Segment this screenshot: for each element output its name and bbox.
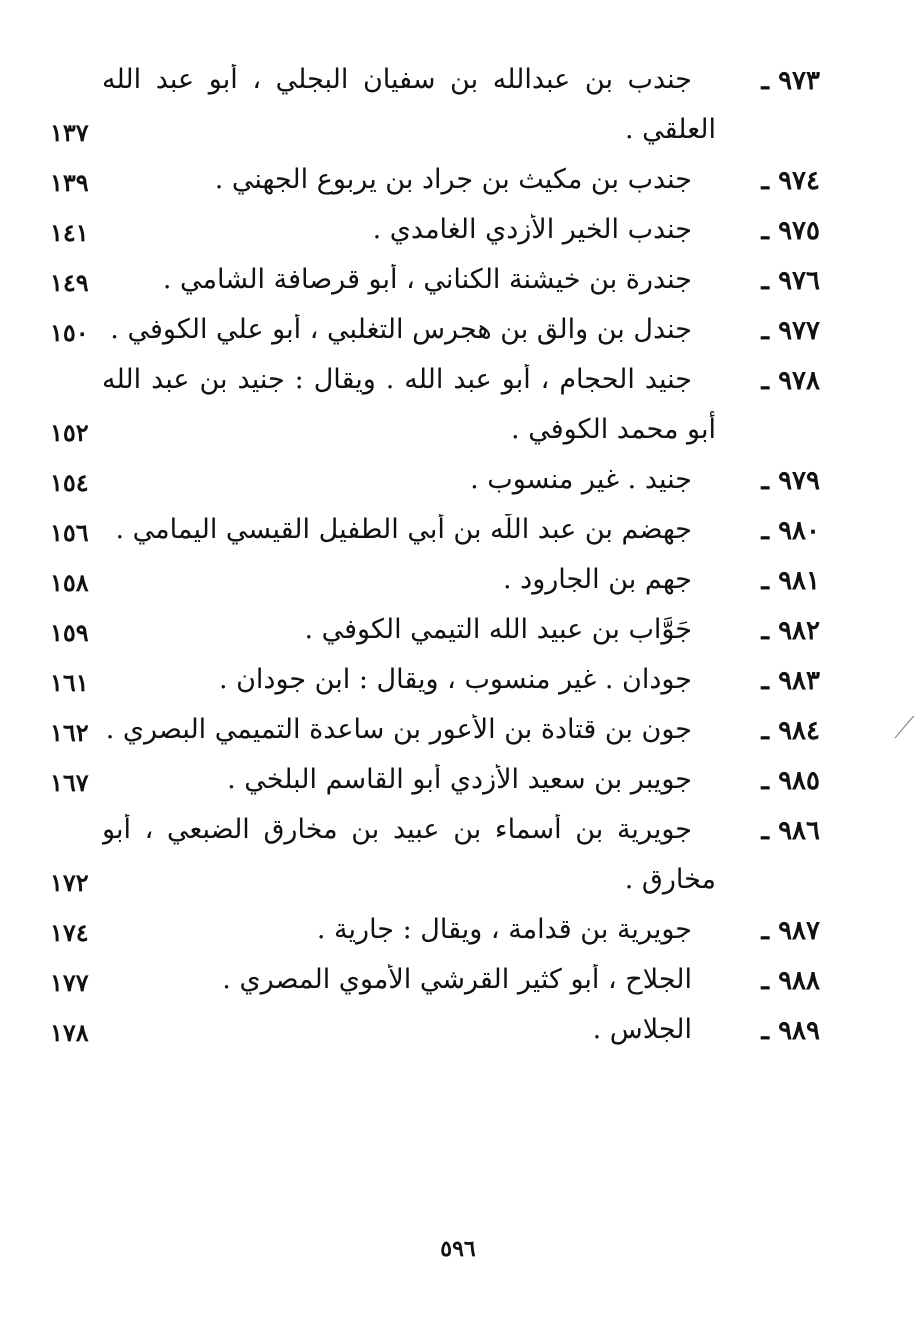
entry-page-reference: ١٥٨ [50, 568, 89, 597]
entry-first-line [50, 910, 820, 960]
index-entry [50, 560, 820, 610]
index-entry [50, 60, 820, 160]
entry-page-reference: ١٥٦ [50, 518, 89, 547]
entry-number: ٩٨٧ ـ [761, 916, 820, 946]
entry-page-reference: ١٥٩ [50, 618, 89, 647]
entry-number: ٩٧٣ ـ [761, 66, 820, 96]
index-entry [50, 760, 820, 810]
entry-title: جنيد الحجام ، أبو عبد الله . ويقال : جنيد بن عبد الله [102, 364, 692, 395]
index-entry [50, 710, 820, 760]
entry-page-reference: ١٣٩ [50, 168, 89, 197]
index-entry [50, 660, 820, 710]
entry-page-reference: ١٧٧ [50, 968, 89, 997]
entry-title-continuation: مخارق . [624, 864, 716, 895]
entry-page-reference: ١٥٠ [50, 318, 89, 347]
entry-page-reference: ١٤١ [50, 218, 89, 247]
entry-title: جندب بن عبدالله بن سفيان البجلي ، أبو عبد الله [102, 64, 692, 95]
entry-first-line [50, 160, 820, 210]
page-number: ٥٩٦ [440, 1236, 476, 1262]
entry-title: جندب بن مكيث بن جراد بن يربوع الجهني . [214, 164, 692, 195]
entry-first-line [50, 210, 820, 260]
index-entry [50, 210, 820, 260]
index-entry [50, 960, 820, 1010]
entry-title: جندب الخير الأزدي الغامدي . [372, 214, 692, 245]
entry-number: ٩٧٦ ـ [761, 266, 820, 296]
index-entry [50, 160, 820, 210]
entry-title: جهضم بن عبد اللّٰه بن أبي الطفيل القيسي اليمامي . [115, 514, 692, 545]
entry-title-continuation: أبو محمد الكوفي . [511, 414, 716, 445]
entry-number: ٩٧٤ ـ [761, 166, 820, 196]
scan-pen-mark [892, 712, 916, 742]
entry-title: جويبر بن سعيد الأزدي أبو القاسم البلخي . [227, 764, 692, 795]
entry-number: ٩٧٧ ـ [761, 316, 820, 346]
index-entry [50, 610, 820, 660]
entry-first-line [50, 710, 820, 760]
entry-number: ٩٨٦ ـ [761, 816, 820, 846]
entry-first-line [50, 360, 820, 410]
entry-number: ٩٨١ ـ [761, 566, 820, 596]
index-entry [50, 510, 820, 560]
entry-first-line [50, 810, 820, 860]
entry-number: ٩٧٥ ـ [761, 216, 820, 246]
entry-first-line [50, 960, 820, 1010]
entry-page-reference: ١٦٢ [50, 718, 89, 747]
entry-title: جنيد . غير منسوب . [470, 464, 692, 495]
entry-continuation-line [50, 110, 820, 160]
index-entry [50, 810, 820, 910]
entry-title: الجلاس . [592, 1014, 692, 1045]
entry-continuation-line [50, 410, 820, 460]
entry-number: ٩٨٥ ـ [761, 766, 820, 796]
entry-title: جندرة بن خيشنة الكناني ، أبو قرصافة الشامي . [162, 264, 692, 295]
entry-title: جودان . غير منسوب ، ويقال : ابن جودان . [218, 664, 692, 695]
entry-title: جندل بن والق بن هجرس التغلبي ، أبو علي الكوفي . [110, 314, 692, 345]
entry-page-reference: ١٦١ [50, 668, 89, 697]
entry-number: ٩٨٢ ـ [761, 616, 820, 646]
entry-number: ٩٨٩ ـ [761, 1016, 820, 1046]
entry-number: ٩٨٣ ـ [761, 666, 820, 696]
entry-page-reference: ١٦٧ [50, 768, 89, 797]
index-entry [50, 310, 820, 360]
entry-title: جويرية بن قدامة ، ويقال : جارية . [316, 914, 692, 945]
entry-page-reference: ١٤٩ [50, 268, 89, 297]
entry-first-line [50, 610, 820, 660]
entry-number: ٩٧٨ ـ [761, 366, 820, 396]
entry-first-line [50, 510, 820, 560]
entry-number: ٩٨٤ ـ [761, 716, 820, 746]
entry-number: ٩٧٩ ـ [761, 466, 820, 496]
entry-page-reference: ١٥٤ [50, 468, 89, 497]
entry-first-line [50, 60, 820, 110]
index-entry [50, 910, 820, 960]
entry-first-line [50, 310, 820, 360]
entry-first-line [50, 660, 820, 710]
entry-page-reference: ١٧٨ [50, 1018, 89, 1047]
entry-number: ٩٨٨ ـ [761, 966, 820, 996]
entry-title: جَوَّاب بن عبيد الله التيمي الكوفي . [304, 614, 692, 645]
index-entry [50, 1010, 820, 1060]
entry-first-line [50, 460, 820, 510]
entry-title: جهم بن الجارود . [503, 564, 692, 595]
index-entry [50, 260, 820, 310]
entry-title-continuation: العلقي . [624, 114, 716, 145]
entry-first-line [50, 260, 820, 310]
entry-page-reference: ١٧٢ [50, 868, 89, 897]
entry-page-reference: ١٣٧ [50, 118, 89, 147]
index-entries-list [50, 60, 820, 1060]
entry-first-line [50, 1010, 820, 1060]
entry-title: الجلاح ، أبو كثير القرشي الأموي المصري . [222, 964, 692, 995]
entry-title: جون بن قتادة بن الأعور بن ساعدة التميمي البصري . [105, 714, 692, 745]
entry-continuation-line [50, 860, 820, 910]
entry-title: جويرية بن أسماء بن عبيد بن مخارق الضبعي ، أبو [102, 814, 692, 845]
index-entry [50, 460, 820, 510]
entry-page-reference: ١٥٢ [50, 418, 89, 447]
index-entry [50, 360, 820, 460]
entry-first-line [50, 760, 820, 810]
entry-number: ٩٨٠ ـ [761, 516, 820, 546]
entry-page-reference: ١٧٤ [50, 918, 89, 947]
entry-first-line [50, 560, 820, 610]
